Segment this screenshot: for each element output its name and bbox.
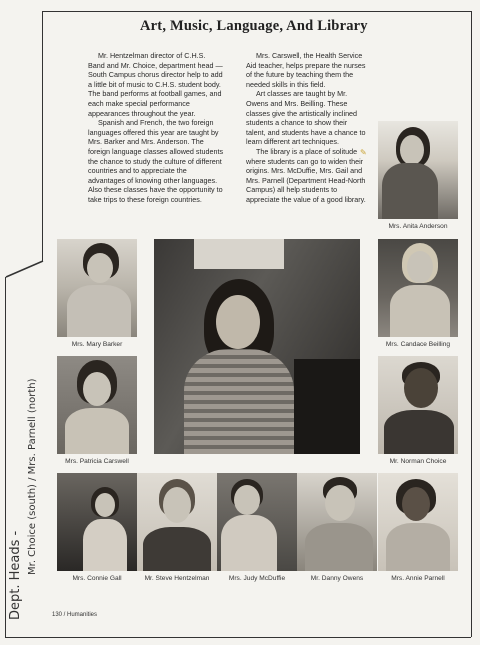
page-title: Art, Music, Language, And Library — [140, 18, 368, 34]
page-footer: 130 / Humanities — [52, 612, 98, 618]
photo-hentzelman — [137, 473, 217, 571]
caption-barker: Mrs. Mary Barker — [71, 341, 123, 348]
paragraph-art: Art classes are taught by Mr. Owens and Mrs. Beilling. These classes give the artistically inclined students a chance to show their talent, and students have a chance to learn different art techniques. — [246, 89, 366, 147]
handwritten-dept-head-names: Mr. Choice (south) / Mrs. Parnell (north) — [27, 378, 38, 575]
paragraph-languages: Spanish and French, the two foreign languages offered this year are taught by Mrs. Barker and Mrs. Anderson. The foreign language classes allowed students the chance to study the culture of different countries and to appreciate the advantages of knowing other languages. Also these classes have the opportunity to take trips to these foreign countries. — [88, 118, 224, 204]
caption-carswell: Mrs. Patricia Carswell — [65, 458, 129, 465]
photo-library-student — [154, 239, 360, 454]
caption-hentzelman: Mr. Steve Hentzelman — [144, 575, 210, 582]
paragraph-music: Mr. Hentzelman director of C.H.S. Band and Mr. Choice, department head — South Campus chorus director help to add a little bit of music to C.H.S. student body. The band performs at football games, and each make special performance appearances throughout the year. — [88, 51, 223, 118]
photo-anderson — [378, 121, 458, 219]
page-border-left-upper — [42, 11, 43, 261]
caption-mcduffie: Mrs. Judy McDuffie — [228, 575, 286, 582]
photo-gall — [57, 473, 137, 571]
text-column-left — [88, 51, 224, 205]
photo-carswell — [57, 356, 137, 454]
page-border-top — [42, 11, 471, 12]
photo-owens — [297, 473, 377, 571]
pencil-mark-icon: ✎ — [360, 148, 367, 157]
photo-choice — [378, 356, 458, 454]
page-border-bottom — [5, 637, 471, 638]
caption-parnell: Mrs. Annie Parnell — [391, 575, 445, 582]
photo-mcduffie — [217, 473, 297, 571]
caption-anderson: Mrs. Anita Anderson — [388, 223, 448, 230]
handwritten-dept-heads: Dept. Heads - — [8, 530, 23, 620]
photo-barker — [57, 239, 137, 337]
page-border-notch — [0, 255, 50, 285]
text-column-right — [246, 51, 368, 205]
paragraph-library: The library is a place of solitude where students can go to widen their origins. Mrs. McDuffie, Mrs. Gail and Mrs. Parnell (Department Head-North Campus) all help students to appreciate the value of a good library. — [246, 146, 366, 204]
caption-gall: Mrs. Connie Gall — [72, 575, 122, 582]
page-border-left-lower — [5, 277, 6, 637]
window-light — [194, 239, 284, 269]
caption-owens: Mr. Danny Owens — [310, 575, 364, 582]
photo-parnell — [378, 473, 458, 571]
page-border-right — [471, 11, 472, 637]
caption-choice: Mr. Norman Choice — [389, 458, 447, 465]
caption-beilling: Mrs. Candace Beilling — [385, 341, 451, 348]
photo-beilling — [378, 239, 458, 337]
paragraph-health: Mrs. Carswell, the Health Service Aid teacher, helps prepare the nurses of the future by teaching them the needed skills in this field. — [246, 51, 366, 89]
